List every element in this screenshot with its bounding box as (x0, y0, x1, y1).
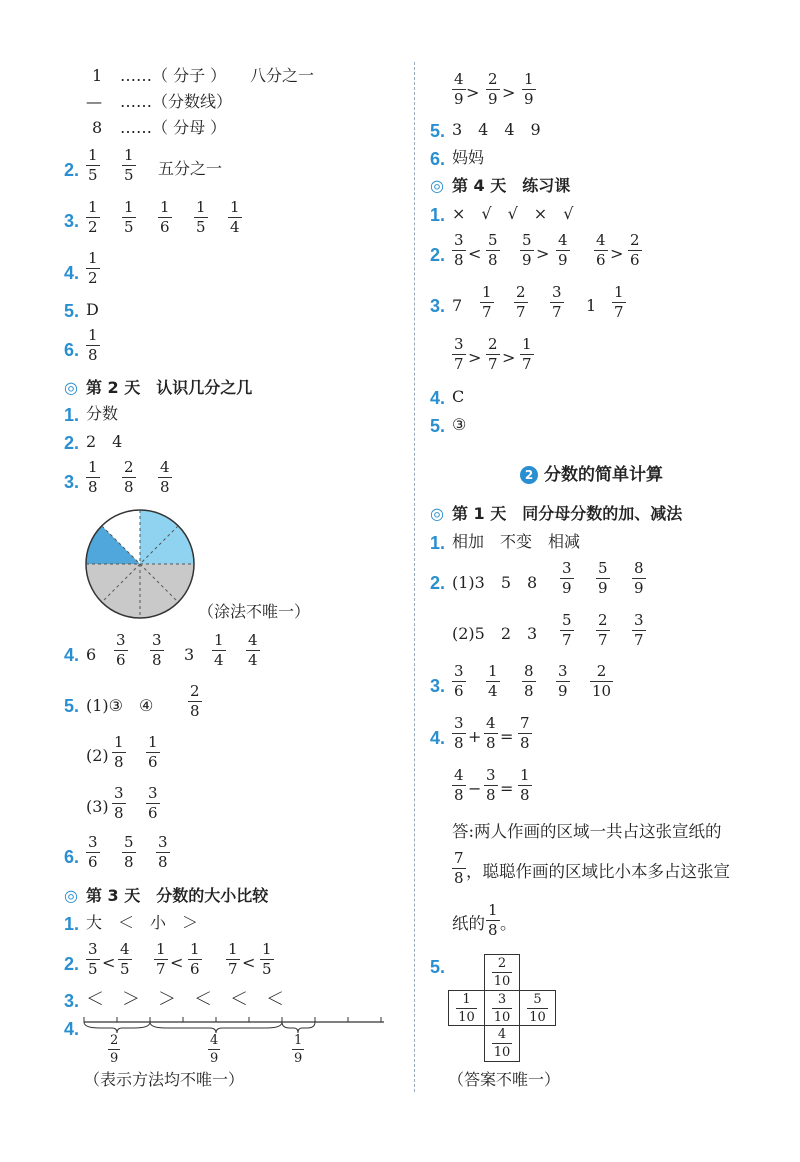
fraction: 1 5 (124, 146, 134, 184)
operator: > (502, 83, 516, 102)
fraction: 5 8 (124, 833, 134, 871)
fraction: 1 5 (88, 146, 98, 184)
fraction: 1 7 (156, 940, 166, 978)
question-number: 2. (64, 160, 80, 180)
question-number: 2. (430, 573, 446, 593)
fraction: 7 8 (454, 849, 464, 887)
fraction: 3 8 (454, 714, 464, 752)
question-number: 4. (64, 263, 80, 283)
fraction: 1 8 (488, 901, 498, 939)
fraction: 1 8 (114, 733, 124, 771)
question-number: 2. (64, 433, 80, 453)
fraction: 3 6 (116, 631, 126, 669)
grid-cell-left (448, 990, 484, 1026)
question-number: 5. (430, 121, 446, 141)
fraction: 3 8 (454, 231, 464, 269)
question-number: 3. (64, 991, 80, 1011)
question-number: 4. (430, 388, 446, 408)
answer-text: (1)3 5 8 (452, 573, 538, 592)
fraction: 4 6 (596, 231, 606, 269)
question-number: 3. (64, 211, 80, 231)
operator: < (242, 953, 256, 972)
answer-text: 大 ＜ 小 ＞ (86, 913, 199, 932)
pie-diagram (84, 508, 196, 620)
answer-text: (1)③ ④ (86, 696, 154, 715)
operator: > (466, 83, 480, 102)
operator: > (468, 348, 482, 367)
answer-text: ③ (452, 415, 467, 434)
fraction: 1 6 (190, 940, 200, 978)
numerator-one: 1 (92, 66, 103, 85)
answer-text: 3 4 4 9 (452, 120, 541, 139)
fraction: 1 9 (524, 70, 534, 108)
fraction: 3 9 (562, 559, 572, 597)
unit-heading: 2 分数的简单计算 (520, 466, 663, 484)
fraction: 3 7 (634, 611, 644, 649)
section-heading: ◎ 第 4 天 练习课 (430, 176, 571, 195)
question-number: 5. (64, 301, 80, 321)
fraction: 2 6 (630, 231, 640, 269)
fraction: 4 4 (248, 631, 258, 669)
fraction: 1 5 (124, 198, 134, 236)
operator: = (500, 779, 514, 798)
fraction: 1 4 (488, 662, 498, 700)
fraction: 2 8 (124, 458, 134, 496)
fraction: 1 7 (228, 940, 238, 978)
answer-text: 五分之一 (158, 159, 223, 178)
fraction: 3 8 (486, 766, 496, 804)
question-number: 6. (430, 149, 446, 169)
question-number: 4. (64, 645, 80, 665)
question-number: 6. (64, 340, 80, 360)
fraction: 3 9 (558, 662, 568, 700)
answer-text: 3 (184, 645, 195, 664)
fraction: 3 6 (88, 833, 98, 871)
answer-text: ，聪聪作画的区域比小本多占这张宣 (466, 862, 730, 881)
fraction: 8 9 (634, 559, 644, 597)
grid-cell-right (520, 990, 556, 1026)
fraction: 1 10 (458, 991, 475, 1025)
fraction: 2 10 (592, 662, 612, 700)
answer-text: × √ √ × √ (452, 204, 574, 223)
fraction: 3 7 (552, 283, 562, 321)
note-text: （表示方法均不唯一） (84, 1070, 245, 1089)
fraction: 2 9 (488, 70, 498, 108)
answer-text: 妈妈 (452, 148, 485, 167)
question-number: 1. (64, 914, 80, 934)
answer-text: D (86, 300, 99, 319)
operator: > (536, 244, 550, 263)
operator: > (610, 244, 624, 263)
denominator-eight: 8 (92, 118, 103, 137)
fraction: 1 8 (88, 326, 98, 364)
section-heading: ◎ 第 3 天 分数的大小比较 (64, 886, 269, 905)
question-number: 1. (64, 405, 80, 425)
operator: − (468, 779, 482, 798)
answer-text: 纸的 (452, 914, 485, 933)
fraction: 5 8 (488, 231, 498, 269)
question-number: 4. (430, 728, 446, 748)
fraction: 3 6 (454, 662, 464, 700)
operator: < (102, 953, 116, 972)
question-number: 4. (64, 1019, 80, 1039)
grid-cell-bottom (484, 1026, 520, 1062)
question-number: 5. (430, 957, 446, 977)
answer-text: 分数 (86, 404, 119, 423)
fraction: 1 8 (520, 766, 530, 804)
fraction: 5 10 (529, 991, 546, 1025)
section-heading: ◎ 第 2 天 认识几分之几 (64, 378, 253, 397)
fraction: 4 8 (454, 766, 464, 804)
operator: + (468, 727, 482, 746)
operator: < (170, 953, 184, 972)
fraction: 3 6 (148, 784, 158, 822)
fraction: 4 10 (493, 1027, 511, 1060)
answer-text: ＜ ＞ ＞ ＜ ＜ ＜ (86, 989, 284, 1010)
fraction: 5 9 (522, 231, 532, 269)
fraction: 2 10 (493, 956, 511, 989)
answer-text: 相加 不变 相减 (452, 532, 581, 551)
fraction: 4 9 (210, 1033, 219, 1066)
fraction: 1 7 (522, 335, 532, 373)
fraction: 1 7 (614, 283, 624, 321)
fraction: 5 9 (598, 559, 608, 597)
operator: < (468, 244, 482, 263)
fraction: 1 5 (262, 940, 272, 978)
fraction: 1 2 (88, 198, 98, 236)
fraction: 3 5 (88, 940, 98, 978)
fraction: 3 8 (114, 784, 124, 822)
question-number: 5. (64, 696, 80, 716)
fraction: 2 7 (598, 611, 608, 649)
fraction: 1 2 (88, 249, 98, 287)
fraction-bar-label: ……（分数线） (120, 92, 233, 111)
fraction: 3 8 (158, 833, 168, 871)
fraction: 2 8 (190, 682, 200, 720)
pie-slice-dark-blue (86, 526, 140, 564)
operator: > (502, 348, 516, 367)
column-divider (414, 62, 415, 1092)
note-text: （答案不唯一） (448, 1070, 561, 1089)
answer-text: 。 (500, 914, 517, 933)
fraction: 1 4 (214, 631, 224, 669)
answer-text: 6 (86, 645, 97, 664)
number-line (82, 1010, 388, 1034)
answer-text: 7 (452, 296, 463, 315)
question-number: 2. (64, 954, 80, 974)
fraction: 1 4 (230, 198, 240, 236)
fraction: 3 7 (454, 335, 464, 373)
fraction: 5 7 (562, 611, 572, 649)
operator: = (500, 727, 514, 746)
answer-text: (2) (86, 746, 109, 765)
fraction: 4 8 (486, 714, 496, 752)
fraction: 2 7 (488, 335, 498, 373)
section-heading: ◎ 第 1 天 同分母分数的加、减法 (430, 504, 683, 523)
fraction: 1 5 (196, 198, 206, 236)
fraction: 3 10 (493, 991, 511, 1025)
fraction: 1 6 (148, 733, 158, 771)
fraction: 1 7 (482, 283, 492, 321)
answer-text: 答:两人作画的区域一共占这张宣纸的 (452, 822, 722, 841)
denominator-label: ……（ 分母 ） (120, 118, 227, 137)
question-number: 1. (430, 533, 446, 553)
fraction: 4 9 (454, 70, 464, 108)
question-number: 2. (430, 245, 446, 265)
question-number: 6. (64, 847, 80, 867)
fraction-name: 八分之一 (250, 66, 315, 85)
fraction: 1 6 (160, 198, 170, 236)
fraction: 7 8 (520, 714, 530, 752)
numerator-label: ……（ 分子 ） (120, 66, 227, 85)
fraction: 4 8 (160, 458, 170, 496)
fraction: 4 5 (120, 940, 130, 978)
grid-cell-center (484, 990, 520, 1026)
unit-badge: 2 (520, 466, 538, 484)
fraction: 2 9 (110, 1033, 119, 1066)
fraction: 1 8 (88, 458, 98, 496)
grid-cell-top (484, 954, 520, 990)
fraction: 2 7 (516, 283, 526, 321)
answer-text: 1 (586, 296, 597, 315)
fraction-bar-sample: — (86, 92, 102, 111)
answer-text: (2)5 2 3 (452, 624, 538, 643)
answer-text: C (452, 387, 465, 406)
note-text: （涂法不唯一） (198, 602, 311, 621)
fraction: 3 8 (152, 631, 162, 669)
question-number: 5. (430, 416, 446, 436)
question-number: 3. (430, 676, 446, 696)
question-number: 3. (64, 472, 80, 492)
question-number: 1. (430, 205, 446, 225)
answer-text: 2 4 (86, 432, 123, 451)
answer-text: (3) (86, 797, 109, 816)
fraction: 8 8 (524, 662, 534, 700)
question-number: 3. (430, 296, 446, 316)
fraction: 4 9 (558, 231, 568, 269)
fraction: 1 9 (294, 1033, 303, 1066)
